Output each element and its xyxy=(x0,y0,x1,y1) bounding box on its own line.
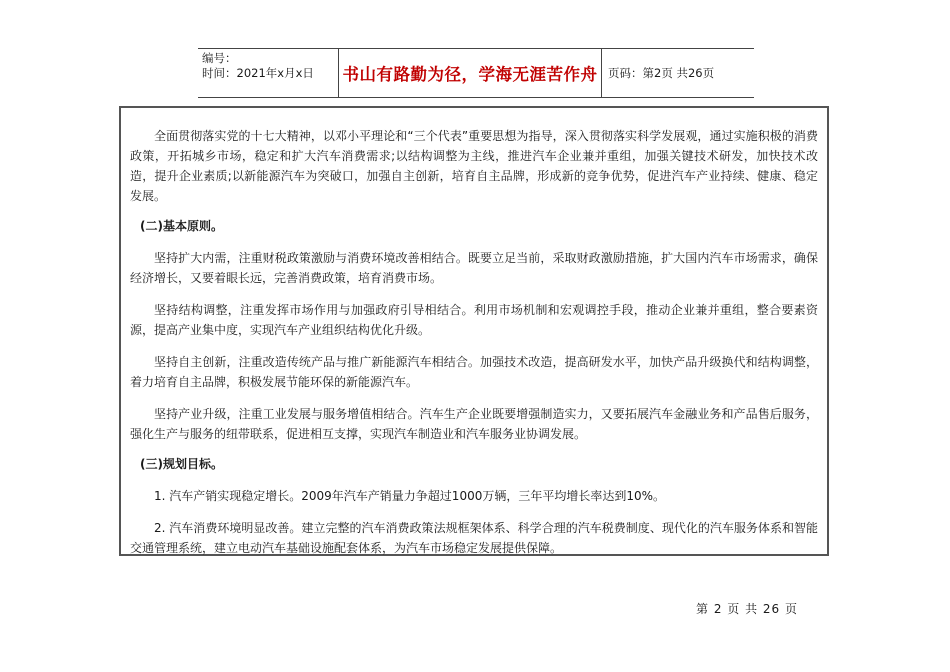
paragraph-structural-adjustment: 坚持结构调整，注重发挥市场作用与加强政府引导相结合。利用市场机制和宏观调控手段，推动企业兼并重组，整合要素资源，提高产业集中度，实现汽车产业组织结构优化升级。 xyxy=(130,303,818,337)
header-motto: 书山有路勤为径，学海无涯苦作舟 xyxy=(338,49,602,97)
serial-label: 编号： xyxy=(202,51,237,65)
header-page-code: 页码：第2页 共26页 xyxy=(608,66,715,80)
paragraph-domestic-demand: 坚持扩大内需，注重财税政策激励与消费环境改善相结合。既要立足当前，采取财政激励措施，扩大国内汽车市场需求，确保经济增长，又要着眼长远，完善消费政策，培育消费市场。 xyxy=(130,251,818,285)
date-label: 时间：2021年x月x日 xyxy=(202,66,314,80)
paragraph-goal-1: 1. 汽车产销实现稳定增长。2009年汽车产销量力争超过1000万辆，三年平均增长率达到10%。 xyxy=(154,489,666,503)
page-header xyxy=(198,48,754,98)
content-box xyxy=(119,106,829,556)
paragraph-guiding-principle: 全面贯彻落实党的十七大精神，以邓小平理论和“三个代表”重要思想为指导，深入贯彻落实科学发展观，通过实施积极的消费政策，开拓城乡市场，稳定和扩大汽车消费需求;以结构调整为主线，推进汽车企业兼并重组，加强关键技术研发，加快技术改造，提升企业素质;以新能源汽车为突破口，加强自主创新，培育自主品牌，形成新的竞争优势，促进汽车产业持续、健康、稳定发展。 xyxy=(130,129,818,203)
section-heading-planning-goals: (三)规划目标。 xyxy=(140,457,223,471)
paragraph-independent-innovation: 坚持自主创新，注重改造传统产品与推广新能源汽车相结合。加强技术改造，提高研发水平，加快产品升级换代和结构调整，着力培育自主品牌，积极发展节能环保的新能源汽车。 xyxy=(130,355,818,389)
page-footer: 第 2 页 共 26 页 xyxy=(696,602,798,616)
header-meta xyxy=(198,49,338,97)
section-heading-basic-principles: (二)基本原则。 xyxy=(140,219,223,233)
paragraph-goal-2: 2. 汽车消费环境明显改善。建立完整的汽车消费政策法规框架体系、科学合理的汽车税费制度、现代化的汽车服务体系和智能交通管理系统，建立电动汽车基础设施配套体系，为汽车市场稳定发展提供保障。 xyxy=(130,521,818,555)
paragraph-industrial-upgrade: 坚持产业升级，注重工业发展与服务增值相结合。汽车生产企业既要增强制造实力，又要拓展汽车金融业务和产品售后服务，强化生产与服务的纽带联系，促进相互支撑，实现汽车制造业和汽车服务业协调发展。 xyxy=(130,407,818,441)
